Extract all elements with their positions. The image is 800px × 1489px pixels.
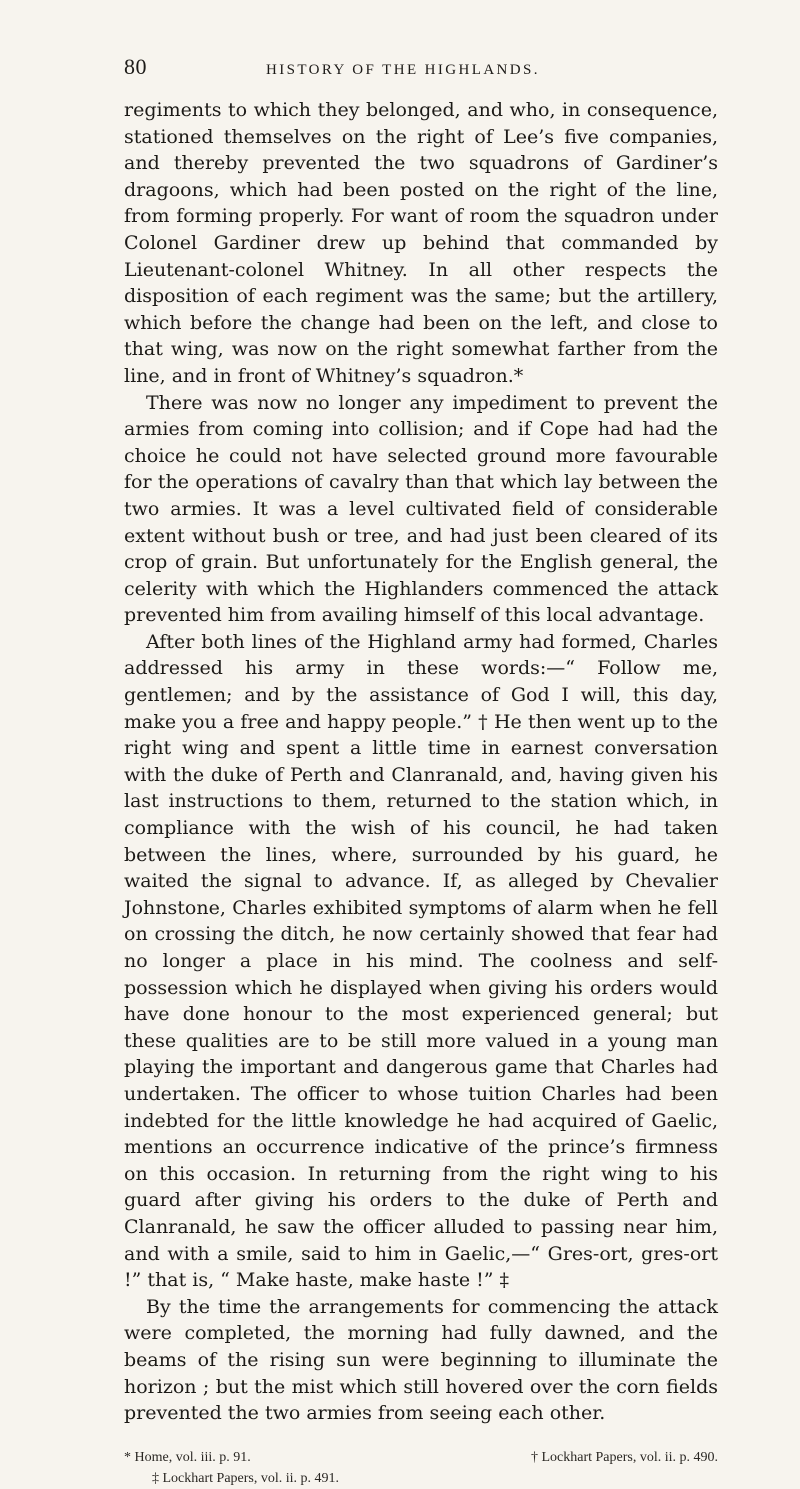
- body-text: [124, 97, 718, 1427]
- footnote-lockhart-490: † Lockhart Papers, vol. ii. p. 490.: [530, 1449, 718, 1465]
- running-title: HISTORY OF THE HIGHLANDS.: [266, 62, 540, 78]
- running-head: [124, 54, 718, 88]
- page-number: 80: [124, 54, 147, 79]
- footnote-home: * Home, vol. iii. p. 91.: [124, 1449, 251, 1465]
- book-page: [124, 54, 718, 1489]
- footnote-row: [124, 1468, 718, 1489]
- paragraph-continued: regiments to which they belonged, and who, in consequence, stationed themselves on the right of Lee’s five companies, and thereby prevented the two squadrons of Gardiner’s dragoons, which had been posted on the right of the line, from forming properly. For want of room the squadron under Colonel Gardiner drew up behind that commanded by Lieutenant-colonel Whitney. In all other respects the disposition of each regiment was the same; but the artillery, which before the change had been on the left, and close to that wing, was now on the right somewhat farther from the line, and in front of Whitney’s squadron.*: [124, 99, 718, 387]
- paragraph: After both lines of the Highland army had formed, Charles addressed his army in these words:—“ Follow me, gentlemen; and by the assistance of God I will, this day, make you a free and happy people.” † He then went up to the right wing and spent a little time in earnest conversation with the duke of Perth and Clanranald, and, having given his last instructions to them, returned to the station which, in compliance with the wish of his council, he had taken between the lines, where, surrounded by his guard, he waited the signal to advance. If, as alleged by Chevalier Johnstone, Charles exhibited symptoms of alarm when he fell on crossing the ditch, he now certainly showed that fear had no longer a place in his mind. The coolness and self-possession which he displayed when giving his orders would have done honour to the most experienced general; but these qualities are to be still more valued in a young man playing the important and dangerous game that Charles had undertaken. The officer to whose tuition Charles had been indebted for the little knowledge he had acquired of Gaelic, mentions an occurrence indicative of the prince’s firmness on this occasion. In returning from the right wing to his guard after giving his orders to the duke of Perth and Clanranald, he saw the officer alluded to passing near him, and with a smile, said to him in Gaelic,—“ Gres-ort, gres-ort !” that is, “ Make haste, make haste !” ‡: [124, 630, 718, 1292]
- paragraph: There was now no longer any impediment to prevent the armies from coming into collision; and if Cope had had the choice he could not have selected ground more favourable for the operations of cavalry than that which lay between the two armies. It was a level cultivated field of considerable extent without bush or tree, and had just been cleared of its crop of grain. But unfortunately for the English general, the celerity with which the Highlanders commenced the attack prevented him from availing himself of this local advantage.: [124, 391, 718, 627]
- footnotes: [124, 1447, 718, 1489]
- paragraph: By the time the arrangements for commencing the attack were completed, the morning had fully dawned, and the beams of the rising sun were beginning to illuminate the horizon ; but the mist which still hovered over the corn fields prevented the two armies from seeing each other.: [124, 1295, 718, 1425]
- footnote-lockhart-491: ‡ Lockhart Papers, vol. ii. p. 491.: [152, 1470, 340, 1486]
- footnote-row: [124, 1447, 718, 1468]
